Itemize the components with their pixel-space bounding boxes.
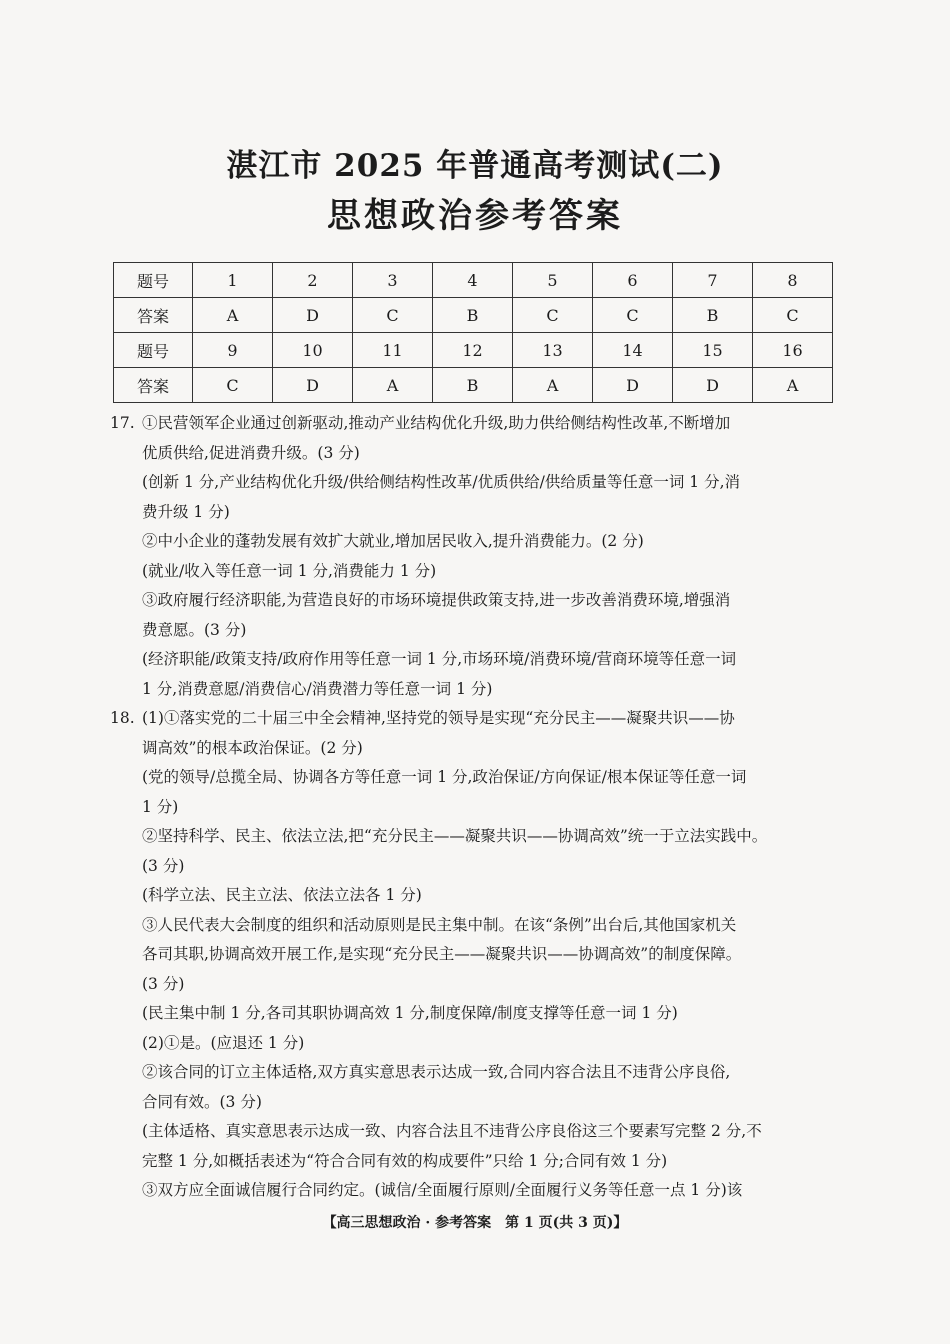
table-cell: C [593,298,673,333]
answer-line: (民主集中制 1 分,各司其职协调高效 1 分,制度保障/制度支撑等任意一词 1 分) [142,1004,678,1022]
table-row [114,263,833,298]
answer-text: (1)①落实党的二十届三中全会精神,坚持党的领导是实现“充分民主——凝聚共识——协 [142,709,735,727]
table-cell: B [433,368,513,403]
table-cell: 15 [673,333,753,368]
answer-line: 优质供给,促进消费升级。(3 分) [142,443,360,462]
table-cell: 9 [193,333,273,368]
row-label: 答案 [114,368,193,403]
answer-line: (3 分) [142,974,185,993]
answer-line: (3 分) [142,856,185,875]
table-cell: A [193,298,273,333]
table-cell: 13 [513,333,593,368]
table-cell: B [673,298,753,333]
answer-line: 费升级 1 分) [142,502,230,521]
table-cell: 8 [753,263,833,298]
row-label: 题号 [114,333,193,368]
answer-line: (创新 1 分,产业结构优化升级/供给侧结构性改革/优质供给/供给质量等任意一词 1 分,消 [142,473,741,491]
question-number: 18. [110,709,135,727]
answer-text: ①民营领军企业通过创新驱动,推动产业结构优化升级,助力供给侧结构性改革,不断增加 [142,414,731,432]
table-cell: D [273,298,353,333]
answer-line: 调高效”的根本政治保证。(2 分) [142,738,363,757]
answer-line: (2)①是。(应退还 1 分) [142,1033,305,1052]
table-cell: C [753,298,833,333]
table-cell: 4 [433,263,513,298]
table-row [114,298,833,333]
answer-line: (主体适格、真实意思表示达成一致、内容合法且不违背公序良俗这三个要素写完整 2 分,不 [142,1122,762,1140]
table-cell: 10 [273,333,353,368]
answer-line: 1 分) [142,797,179,816]
document-subtitle: 思想政治参考答案 [327,196,623,236]
answer-line: 各司其职,协调高效开展工作,是实现“充分民主——凝聚共识——协调高效”的制度保障。 [142,945,742,963]
answer-line: ③双方应全面诚信履行合同约定。(诚信/全面履行原则/全面履行义务等任意一点 1 分)该 [142,1181,743,1199]
answer-line: ②中小企业的蓬勃发展有效扩大就业,增加居民收入,提升消费能力。(2 分) [142,532,644,550]
row-label: 答案 [114,298,193,333]
table-cell: 16 [753,333,833,368]
answer-line: 合同有效。(3 分) [142,1092,262,1111]
answer-line: ②该合同的订立主体适格,双方真实意思表示达成一致,合同内容合法且不违背公序良俗, [142,1063,731,1081]
answer-line: ②坚持科学、民主、依法立法,把“充分民主——凝聚共识——协调高效”统一于立法实践中。 [142,827,768,845]
answer-line [110,704,840,734]
table-cell: 5 [513,263,593,298]
answer-line: (党的领导/总揽全局、协调各方等任意一词 1 分,政治保证/方向保证/根本保证等任意一词 [142,768,747,786]
table-cell: D [593,368,673,403]
table-cell: A [513,368,593,403]
table-cell: C [193,368,273,403]
table-cell: D [273,368,353,403]
answer-line: (经济职能/政策支持/政府作用等任意一词 1 分,市场环境/消费环境/营商环境等任意一词 [142,650,737,668]
table-cell: 14 [593,333,673,368]
answer-line: 费意愿。(3 分) [142,620,247,639]
table-cell: 12 [433,333,513,368]
table-cell: 7 [673,263,753,298]
page-footer: 【高三思想政治 · 参考答案 第 1 页(共 3 页)】 [322,1215,628,1231]
answer-line: ③政府履行经济职能,为营造良好的市场环境提供政策支持,进一步改善消费环境,增强消 [142,591,731,609]
table-row [114,368,833,403]
table-cell: 1 [193,263,273,298]
table-cell: 3 [353,263,433,298]
table-cell: C [513,298,593,333]
table-row [114,333,833,368]
question-number: 17. [110,414,135,432]
row-label: 题号 [114,263,193,298]
table-cell: 11 [353,333,433,368]
exam-title: 湛江市 2025 年普通高考测试(二) [226,148,724,184]
answer-line [110,409,840,439]
answer-line: ③人民代表大会制度的组织和活动原则是民主集中制。在该“条例”出台后,其他国家机关 [142,915,737,934]
answer-line: 完整 1 分,如概括表述为“符合合同有效的构成要件”只给 1 分;合同有效 1 分) [142,1151,668,1170]
answer-line: 1 分,消费意愿/消费信心/消费潜力等任意一词 1 分) [142,679,493,698]
table-cell: A [753,368,833,403]
table-cell: D [673,368,753,403]
table-cell: B [433,298,513,333]
answer-line: (科学立法、民主立法、依法立法各 1 分) [142,886,422,904]
table-cell: 6 [593,263,673,298]
table-cell: 2 [273,263,353,298]
table-cell: C [353,298,433,333]
answer-explanations [110,409,840,1206]
answer-line: (就业/收入等任意一词 1 分,消费能力 1 分) [142,561,437,580]
answer-key-table [113,262,833,403]
table-cell: A [353,368,433,403]
